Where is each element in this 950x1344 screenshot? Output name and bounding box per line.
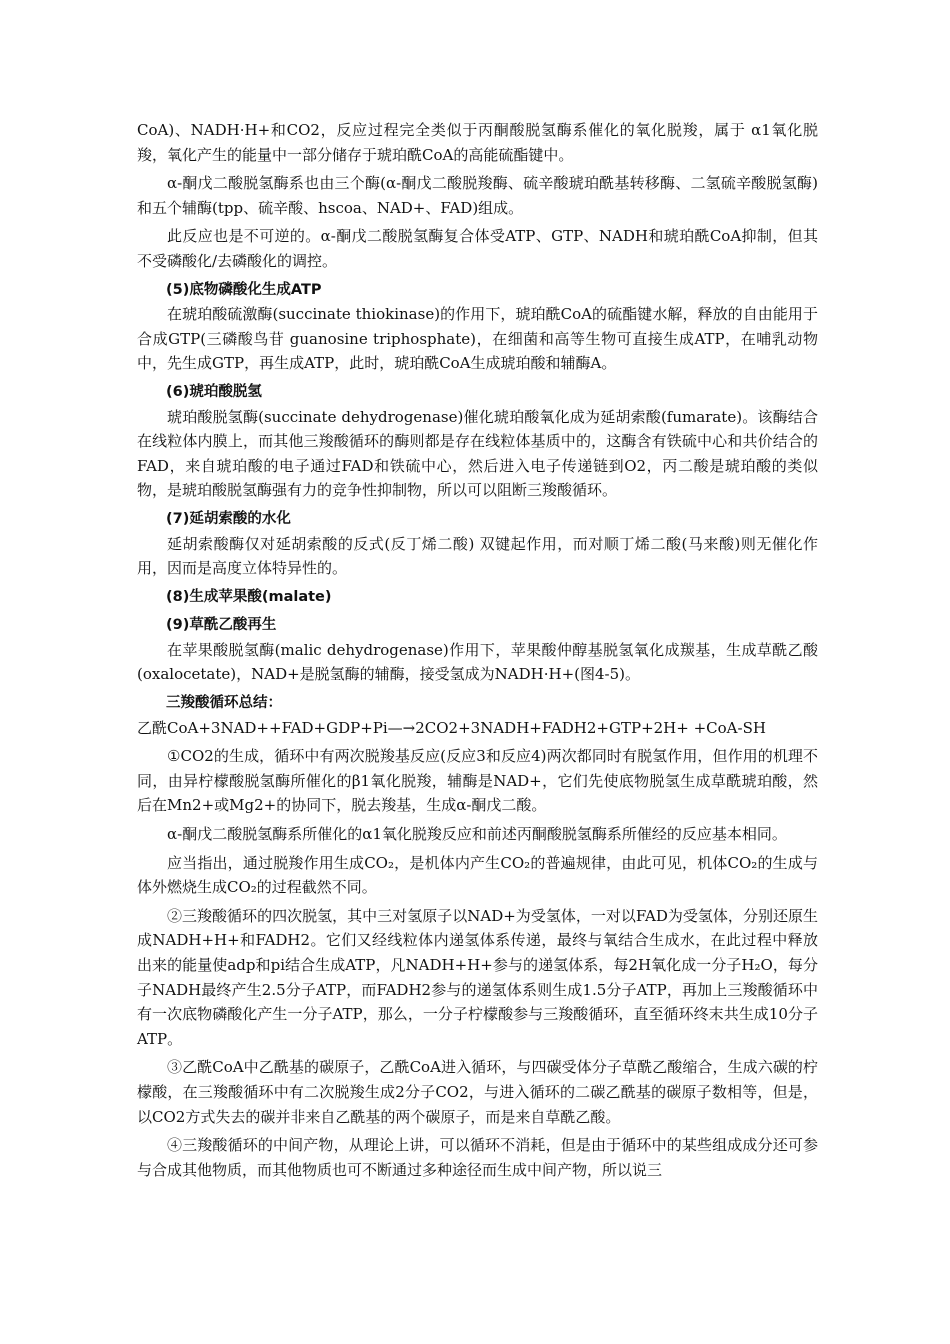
paragraph-3: 此反应也是不可逆的。α-酮戊二酸脱氢酶复合体受ATP、GTP、NADH和琥珀酰CoA抑制，但其不受磷酸化/去磷酸化的调控。 — [137, 227, 818, 270]
paragraph-7: 在苹果酸脱氢酶(malic dehydrogenase)作用下，苹果酸仲醇基脱氢氧化成羰基，生成草酰乙酸(oxalocetate)，NAD+是脱氢酶的辅酶，接受氢成为NADH·H+(图4-5)。 — [137, 640, 818, 684]
paragraph-point-1: ①CO2的生成，循环中有两次脱羧基反应(反应3和反应4)两次都同时有脱氢作用，但作用的机理不同，由异柠檬酸脱氢酶所催化的β1氧化脱羧，辅酶是NAD+，它们先使底物脱氢生成草酰琥珀酸，然后在Mn2+或Mg2+的协同下，脱去羧基，生成α-酮戊二酸。 — [137, 747, 818, 815]
section-heading-8: (8)生成苹果酸(malate) — [166, 588, 332, 605]
paragraph-6: 延胡索酸酶仅对延胡索酸的反式(反丁烯二酸) 双键起作用，而对顺丁烯二酸(马来酸)则无催化作用，因而是高度立体特异性的。 — [137, 534, 818, 578]
section-heading-6: (6)琥珀酸脱氢 — [166, 383, 262, 400]
paragraph-2: α-酮戊二酸脱氢酶系也由三个酶(α-酮戊二酸脱羧酶、硫辛酸琥珀酰基转移酶、二氢硫辛酸脱氢酶)和五个辅酶(tpp、硫辛酸、hscoa、NAD+、FAD)组成。 — [137, 174, 818, 217]
summary-heading: 三羧酸循环总结： — [166, 695, 282, 712]
section-heading-5: (5)底物磷酸化生成ATP — [166, 281, 322, 298]
document-page — [0, 118, 950, 1182]
paragraph-point-4: ④三羧酸循环的中间产物，从理论上讲，可以循环不消耗，但是由于循环中的某些组成成分还可参与合成其他物质，而其他物质也可不断通过多种途径而生成中间产物，所以说三 — [137, 1136, 818, 1179]
paragraph-point-3: ③乙酰CoA中乙酰基的碳原子，乙酰CoA进入循环，与四碳受体分子草酰乙酸缩合，生成六碳的柠檬酸，在三羧酸循环中有二次脱羧生成2分子CO2，与进入循环的二碳乙酰基的碳原子数相等，但是，以CO2方式失去的碳并非来自乙酰基的两个碳原子，而是来自草酰乙酸。 — [137, 1058, 818, 1126]
paragraph-point-2: ②三羧酸循环的四次脱氢，其中三对氢原子以NAD+为受氢体，一对以FAD为受氢体，分别还原生成NADH+H+和FADH2。它们又经线粒体内递氢体系传递，最终与氧结合生成水，在此过程中释放出来的能量使adp和pi结合生成ATP，凡NADH+H+参与的递氢体系，每2H氧化成一分子H₂O，每分子NADH最终产生2.5分子ATP，而FADH2参与的递氢体系则生成1.5分子ATP，再加上三羧酸循环中有一次底物磷酸化产生一分子ATP，那么，一分子柠檬酸参与三羧酸循环，直至循环终末共生成10分子ATP。 — [137, 906, 818, 1048]
paragraph-4: 在琥珀酸硫激酶(succinate thiokinase)的作用下，琥珀酰CoA的硫酯键水解，释放的自由能用于合成GTP(三磷酸鸟苷 guanosine triphosphate)，在细菌和高等生物可直接生成ATP，在哺乳动物中，先生成GTP，再生成ATP，此时，琥珀酰CoA生成琥珀酸和辅酶A。 — [137, 305, 818, 373]
paragraph-5: 琥珀酸脱氢酶(succinate dehydrogenase)催化琥珀酸氧化成为延胡索酸(fumarate)。该酶结合在线粒体内膜上，而其他三羧酸循环的酶则都是存在线粒体基质中的，这酶含有铁硫中心和共价结合的FAD，来自琥珀酸的电子通过FAD和铁硫中心，然后进入电子传递链到O2，丙二酸是琥珀酸的类似物，是琥珀酸脱氢酶强有力的竞争性抑制物，所以可以阻断三羧酸循环。 — [137, 407, 818, 500]
paragraph-1: CoA)、NADH·H+和CO2，反应过程完全类似于丙酮酸脱氢酶系催化的氧化脱羧，属于 α1氧化脱羧，氧化产生的能量中一部分储存于琥珀酰CoA的高能硫酯键中。 — [137, 121, 818, 164]
overall-equation: 乙酰CoA+3NAD++FAD+GDP+Pi—→2CO2+3NADH+FADH2+GTP+2H+ +CoA-SH — [137, 718, 766, 737]
paragraph-8: α-酮戊二酸脱氢酶系所催化的α1氧化脱羧反应和前述丙酮酸脱氢酶系所催经的反应基本相同。 — [167, 825, 787, 844]
section-heading-7: (7)延胡索酸的水化 — [166, 510, 291, 527]
section-heading-9: (9)草酰乙酸再生 — [166, 617, 277, 634]
paragraph-9: 应当指出，通过脱羧作用生成CO₂，是机体内产生CO₂的普遍规律，由此可见，机体CO₂的生成与体外燃烧生成CO₂的过程截然不同。 — [137, 853, 818, 897]
